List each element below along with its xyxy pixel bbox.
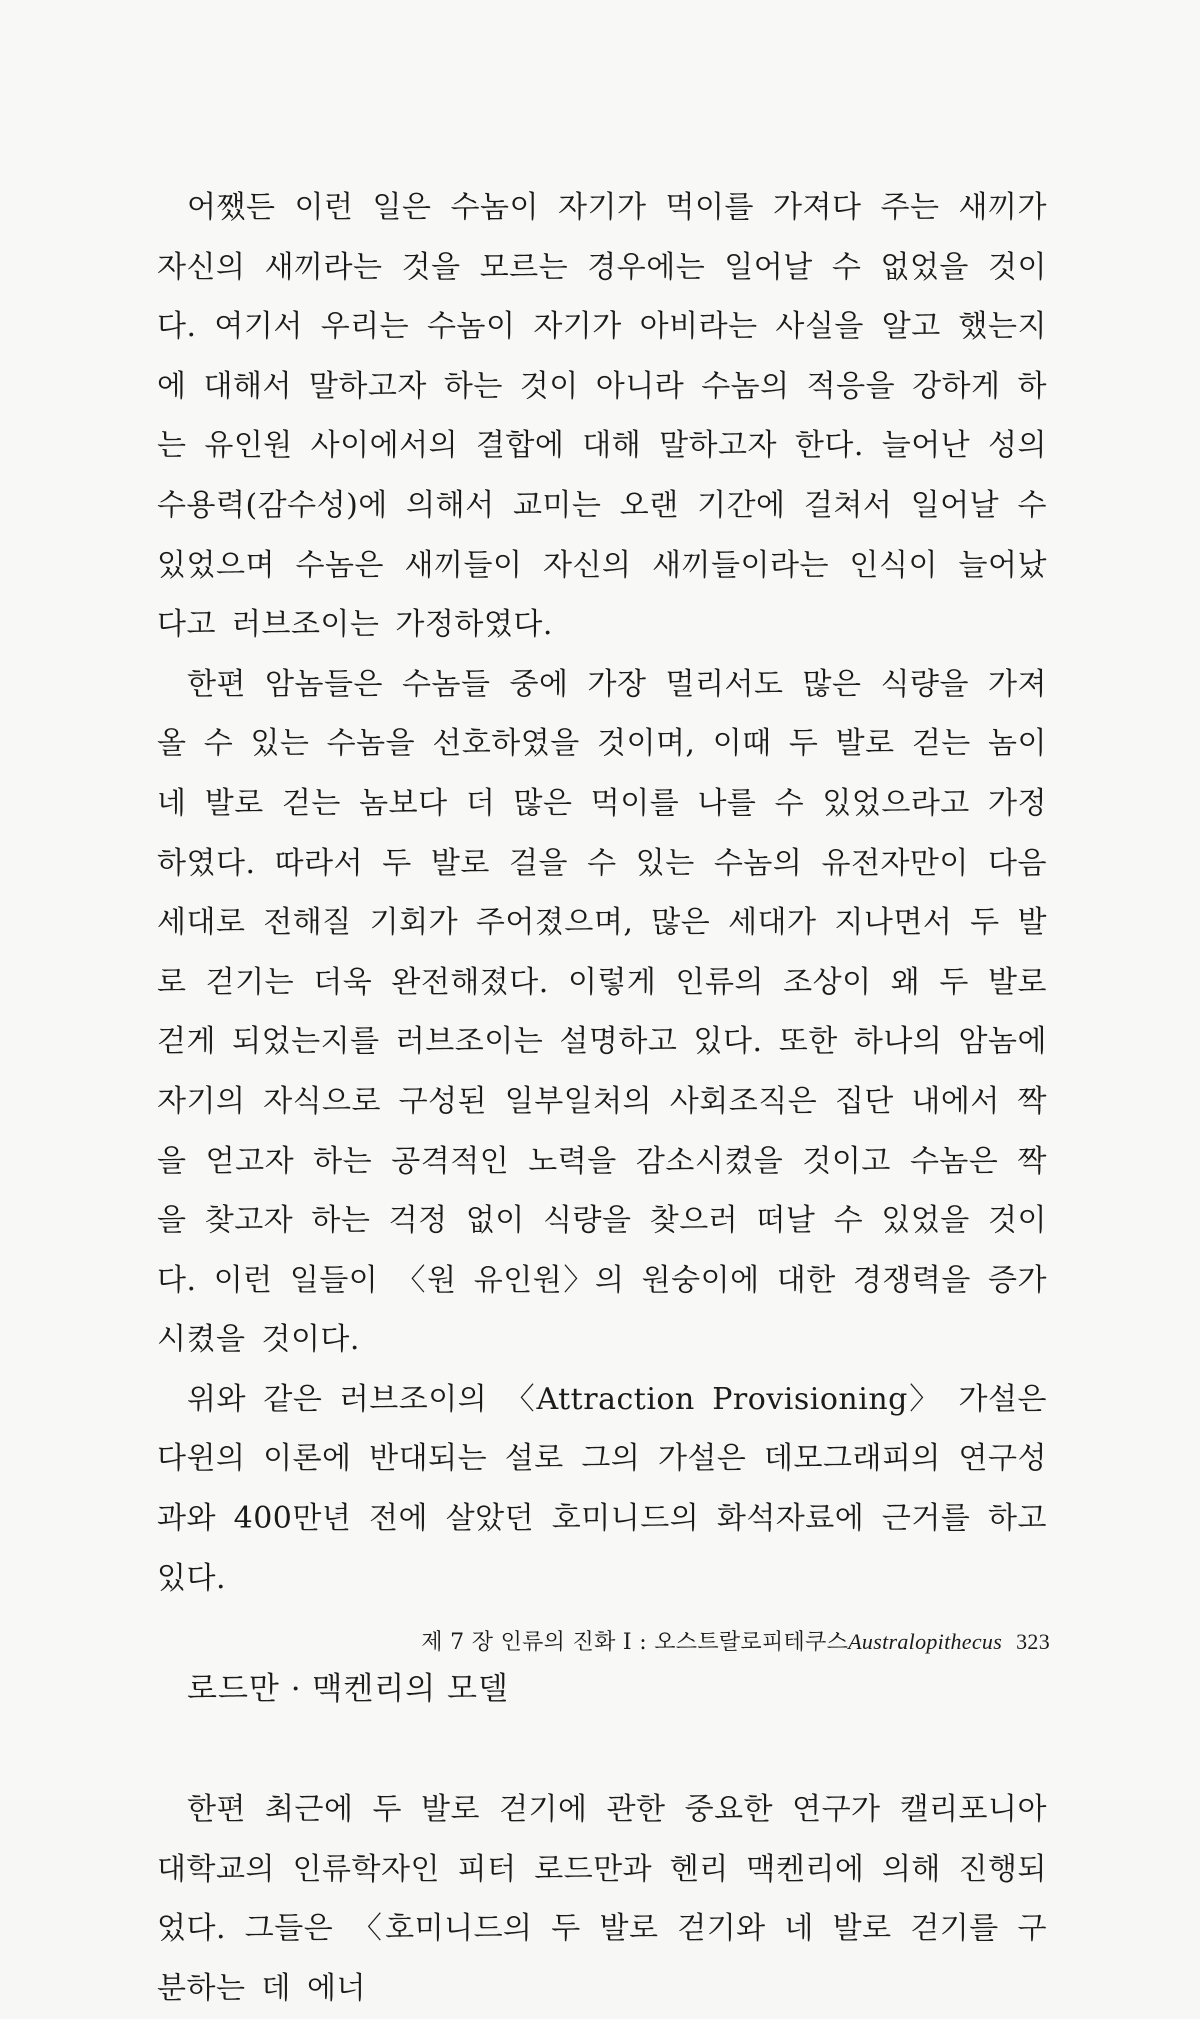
footer-latin-name: Australopithecus (848, 1629, 1003, 1654)
running-footer (330, 1627, 1050, 1658)
paragraph-2: 한편 암놈들은 수놈들 중에 가장 멀리서도 많은 식량을 가져올 수 있는 수놈을 선호하였을 것이며, 이때 두 발로 걷는 놈이 네 발로 걷는 놈보다 더 많은 먹이를 나를 수 있었으라고 가정하였다. 따라서 두 발로 걸을 수 있는 수놈의 유전자만이 다음 세대로 전해질 기회가 주어졌으며, 많은 세대가 지나면서 두 발로 걷기는 더욱 완전해졌다. 이렇게 인류의 조상이 왜 두 발로 걷게 되었는지를 러브조이는 설명하고 있다. 또한 하나의 암놈에 자기의 자식으로 구성된 일부일처의 사회조직은 집단 내에서 짝을 얻고자 하는 공격적인 노력을 감소시켰을 것이고 수놈은 짝을 찾고자 하는 걱정 없이 식량을 찾으러 떠날 수 있었을 것이다. 이런 일들이 〈원 유인원〉의 원숭이에 대한 경쟁력을 증가시켰을 것이다. (157, 666, 1047, 1358)
paragraph-3: 위와 같은 러브조이의 〈Attraction Provisioning〉 가설은 다윈의 이론에 반대되는 설로 그의 가설은 데모그래피의 연구성과와 400만년 전에 살았던 호미니드의 화석자료에 근거를 하고 있다. (157, 1381, 1047, 1596)
page-number: 323 (1016, 1629, 1050, 1654)
paragraph-4: 한편 최근에 두 발로 걷기에 관한 중요한 연구가 캘리포니아 대학교의 인류학자인 피터 로드만과 헨리 맥켄리에 의해 진행되었다. 그들은 〈호미니드의 두 발로 걷기와 네 발로 걷기를 구분하는 데 에너 (157, 1792, 1047, 2007)
page-body (157, 178, 1047, 2019)
section-heading: 로드만 · 맥켄리의 모델 (187, 1671, 509, 1708)
paragraph-1: 어쨌든 이런 일은 수놈이 자기가 먹이를 가져다 주는 새끼가 자신의 새끼라는 것을 모르는 경우에는 일어날 수 없었을 것이다. 여기서 우리는 수놈이 자기가 아비라는 사실을 알고 했는지에 대해서 말하고자 하는 것이 아니라 수놈의 적응을 강하게 하는 유인원 사이에서의 결합에 대해 말하고자 한다. 늘어난 성의 수용력(감수성)에 의해서 교미는 오랜 기간에 걸쳐서 일어날 수 있었으며 수놈은 새끼들이 자신의 새끼들이라는 인식이 늘어났다고 러브조이는 가정하였다. (157, 190, 1047, 643)
footer-chapter-title: 제 7 장 인류의 진화 Ⅰ : 오스트랄로피테쿠스 (421, 1630, 849, 1655)
